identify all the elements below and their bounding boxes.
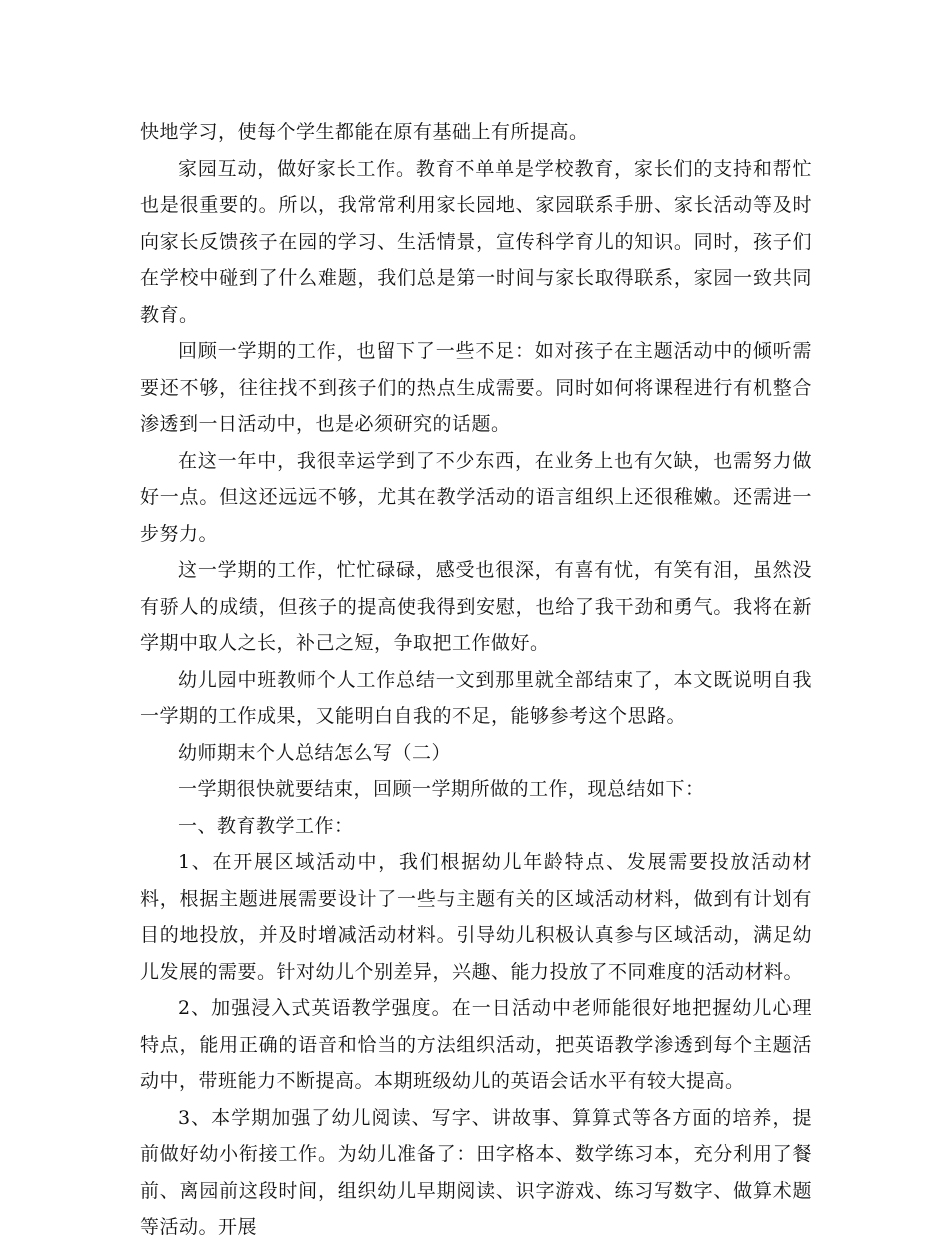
document-body <box>140 114 812 1246</box>
paragraph-continuation: 快地学习，使每个学生都能在原有基础上有所提高。 <box>140 121 589 143</box>
paragraph-item-1: 1、在开展区域活动中，我们根据幼儿年龄特点、发展需要投放活动材料，根据主题进展需要设计了一些与主题有关的区域活动材料，做到有计划有目的地投放，并及时增减活动材料。引导幼儿积极认真参与区域活动，满足幼儿发展的需要。针对幼儿个别差异，兴趣、能力投放了不同难度的活动材料。 <box>140 851 812 983</box>
paragraph-item-2: 2、加强浸入式英语教学强度。在一日活动中老师能很好地把握幼儿心理特点，能用正确的语音和恰当的方法组织活动，把英语教学渗透到每个主题活动中，带班能力不断提高。本期班级幼儿的英语会话水平有较大提高。 <box>140 997 812 1092</box>
paragraph-summary-end: 幼儿园中班教师个人工作总结一文到那里就全部结束了，本文既说明自我一学期的工作成果，又能明白自我的不足，能够参考这个思路。 <box>140 668 812 727</box>
paragraph-home-school-interaction: 家园互动，做好家长工作。教育不单单是学校教育，家长们的支持和帮忙也是很重要的。所以，我常常利用家长园地、家园联系手册、家长活动等及时向家长反馈孩子在园的学习、生活情景，宣传科学育儿的知识。同时，孩子们在学校中碰到了什么难题，我们总是第一时间与家长取得联系，家园一致共同教育。 <box>140 157 812 326</box>
paragraph-shortcomings: 回顾一学期的工作，也留下了一些不足：如对孩子在主题活动中的倾听需要还不够，往往找不到孩子们的热点生成需要。同时如何将课程进行有机整合渗透到一日活动中，也是必须研究的话题。 <box>140 340 812 435</box>
paragraph-feelings: 这一学期的工作，忙忙碌碌，感受也很深，有喜有忧，有笑有泪，虽然没有骄人的成绩，但孩子的提高使我得到安慰，也给了我干劲和勇气。我将在新学期中取人之长，补己之短，争取把工作做好。 <box>140 559 812 654</box>
heading-teaching-work: 一、教育教学工作： <box>178 814 354 837</box>
section-title: 幼师期末个人总结怎么写（二） <box>178 741 452 764</box>
paragraph-intro: 一学期很快就要结束，回顾一学期所做的工作，现总结如下： <box>178 778 705 800</box>
paragraph-year-reflection: 在这一年中，我很幸运学到了不少东西，在业务上也有欠缺，也需努力做好一点。但这还远远不够，尤其在教学活动的语言组织上还很稚嫩。还需进一步努力。 <box>140 449 812 545</box>
paragraph-item-3: 3、本学期加强了幼儿阅读、写字、讲故事、算算式等各方面的培养，提前做好幼小衔接工作。为幼儿准备了：田字格本、数学练习本，充分利用了餐前、离园前这段时间，组织幼儿早期阅读、识字游戏、练习写数字、做算术题等活动。开展 <box>140 1106 812 1238</box>
